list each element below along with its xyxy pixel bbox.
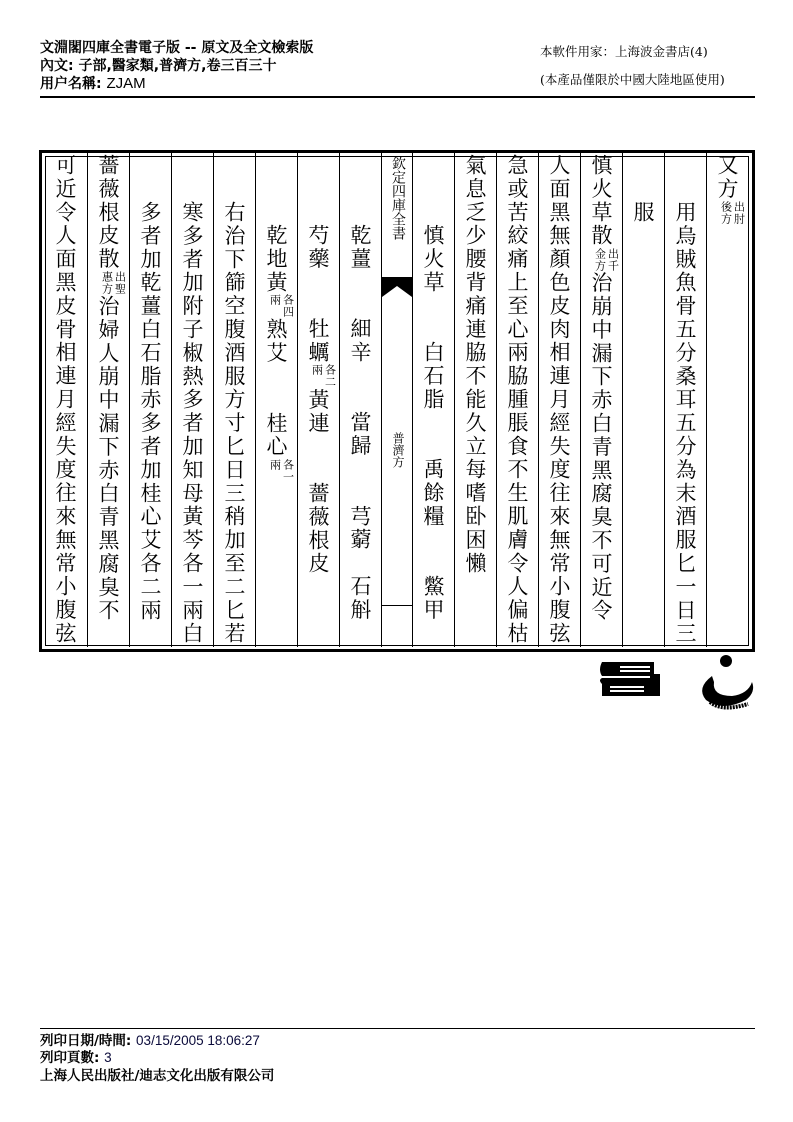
text-column: 氣息乏少腰背痛連脇不能久立每嗜卧困懶 xyxy=(463,154,487,576)
text-column: 慎火草 白石脂 禹餘糧 鱉甲 xyxy=(421,224,445,622)
content-label: 內文: xyxy=(40,58,74,74)
licensee: 本軟件用家：上海波金書店(4) xyxy=(540,44,708,59)
fishtail-mark-icon xyxy=(382,277,412,297)
annotation: 出肘 後方 xyxy=(719,200,746,225)
footer-divider xyxy=(40,1028,755,1029)
annotation: 各一 兩 xyxy=(268,458,295,483)
annotation: 各二 兩 xyxy=(310,364,337,389)
text-column: 服 xyxy=(631,201,655,225)
header-divider xyxy=(40,96,755,98)
print-date: 列印日期/時間: 03/15/2005 18:06:27 xyxy=(40,1033,260,1049)
region-notice: (本產品僅限於中國大陸地區使用) xyxy=(540,72,725,87)
book-stack-logo-icon xyxy=(596,660,666,698)
document-title: 文淵閣四庫全書電子版 -- 原文及全文檢索版 xyxy=(40,40,314,56)
annotation: 出聖 惠方 xyxy=(100,271,127,295)
text-column: 可近令人面黑皮骨相連月經失度往來無常小腹弦 xyxy=(53,154,77,646)
content-value: 子部,醫家類,普濟方,卷三百三十 xyxy=(78,58,277,74)
text-column: 寒多者加附子椒熱多者加知母黃芩各一兩白 xyxy=(180,201,204,646)
user-name xyxy=(40,75,146,93)
publisher: 上海人民出版社/迪志文化出版有限公司 xyxy=(40,1068,275,1084)
book-title: 欽定四庫全書 xyxy=(390,156,406,240)
text-column: 用烏賊魚骨五分桑耳五分為末酒服匕一日三 xyxy=(673,201,697,646)
text-column: 又方 出肘 後方 xyxy=(715,154,746,225)
user-label: 用户名稱: xyxy=(40,76,102,92)
section-title: 普濟方 xyxy=(391,432,405,468)
content-path xyxy=(40,57,276,75)
text-column: 多者加乾薑白石脂赤多者加桂心艾各二兩 xyxy=(138,201,162,623)
text-column: 右治下篩空腹酒服方寸匕日三稍加至二匕若 xyxy=(222,201,246,646)
text-column: 人面黑無顏色皮肉相連月經失度往來無常小腹弦 xyxy=(547,154,571,646)
publisher-swirl-logo-icon xyxy=(692,652,758,714)
text-column: 芍藥 牡蠣 各二 兩 黃連 薔薇根皮 xyxy=(306,224,337,576)
annotation: 出千 金方 xyxy=(593,247,620,272)
center-divider xyxy=(382,605,412,606)
text-column: 急或苦絞痛上至心兩脇腫脹食不生肌膚令人偏枯 xyxy=(505,154,529,646)
column-divider xyxy=(381,153,382,647)
text-column: 慎火草散 出千 金方 治崩中漏下赤白青黑腐臭不可近令 xyxy=(589,154,620,623)
text-column: 乾地黃 各四 兩 熟艾 桂心 各一 兩 xyxy=(264,224,295,483)
page-count: 列印頁數: 3 xyxy=(40,1050,112,1066)
text-column: 薔薇根皮散 出聖 惠方 治婦人崩中漏下赤白青黑腐臭不 xyxy=(96,154,127,623)
user-value: ZJAM xyxy=(106,75,146,92)
annotation: 各四 兩 xyxy=(268,294,295,319)
text-column: 乾薑 細辛 當歸 芎藭 石斛 xyxy=(348,224,372,622)
